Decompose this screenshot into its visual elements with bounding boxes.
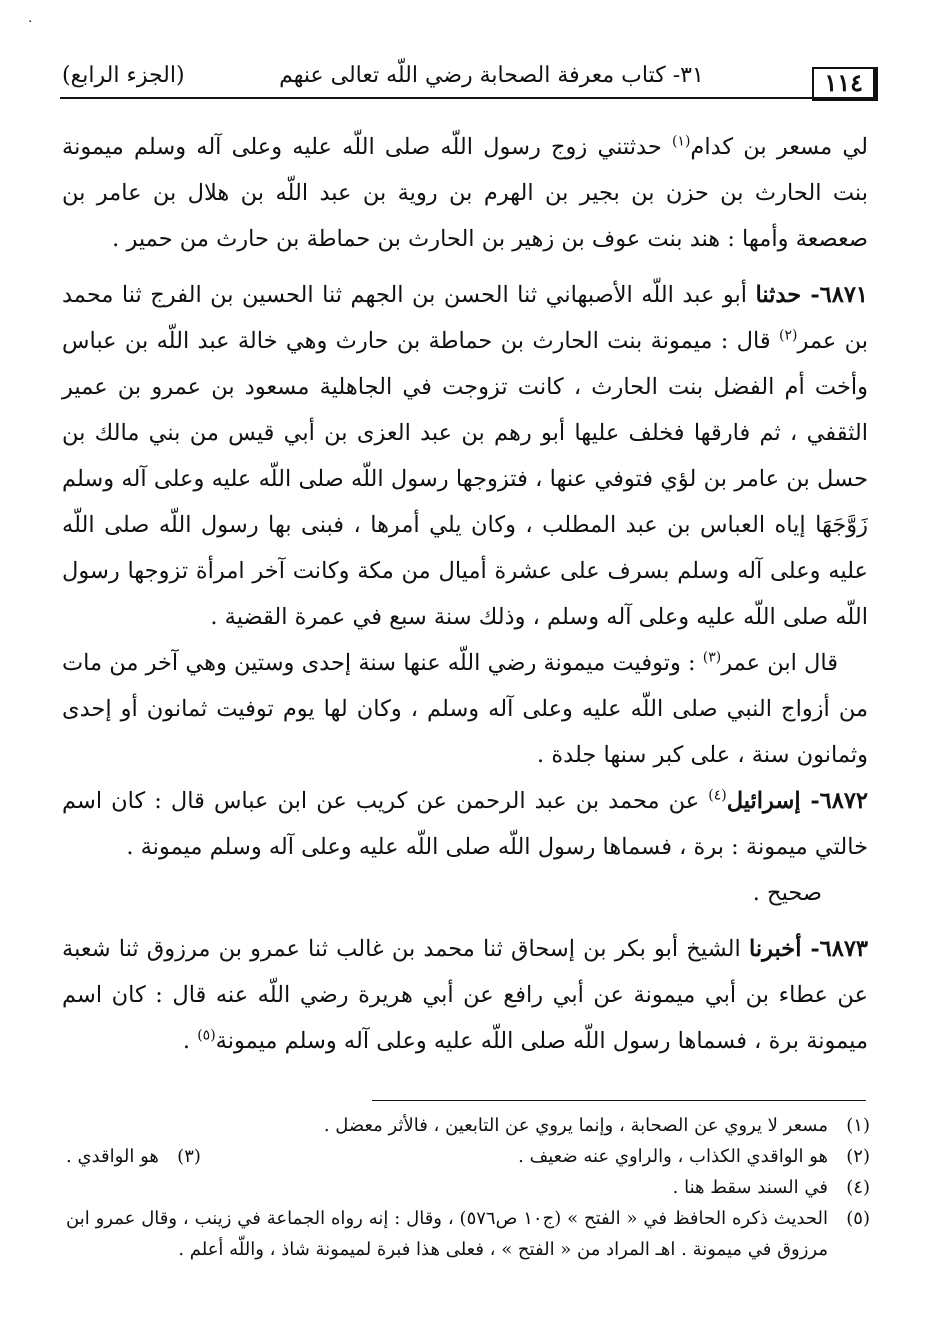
footnote-row-2-3 — [66, 1141, 870, 1172]
hadith-6872: ٦٨٧٢- إسرائيل$^{(٤)}$ عن محمد بن عبد الرحمن عن كريب عن ابن عباس قال : كان اسم خالتي ميمونة : برة ، فسماها رسول اللّه صلى اللّه عليه وعلى آله وسلم ميمونة . صحيح . — [62, 778, 868, 916]
volume-label: (الجزء الرابع) — [62, 62, 185, 88]
main-text — [62, 124, 868, 1064]
footnote-5: (٥) الحديث ذكره الحافظ في « الفتح » (ج١٠ ص٥٧٦) ، وقال : إنه رواه الجماعة في زينب ، وقال عمرو ابن مرزوق في ميمونة . اهـ المراد من « الفتح » ، فعلى هذا فبرة لميمونة شاذ ، واللّه أعلم . — [66, 1203, 870, 1265]
paragraph-continuation: لي مسعر بن كدام$^{(١)}$ حدثتني زوج رسول اللّه صلى اللّه عليه وعلى آله وسلم ميمونة بنت الحارث بن حزن بن بجير بن الهرم بن روية بن عبد اللّه بن هلال بن عامر بن صعصعة وأمها : هند بنت عوف بن زهير بن الحارث بن حماطة بن حارث من حمير . — [62, 133, 868, 252]
footnote-mark: (٤) — [846, 1177, 870, 1198]
hadith-number: ٦٨٧١- — [810, 282, 868, 308]
hadith-number: ٦٨٧٣- — [810, 936, 868, 962]
hadith-keyword: حدثنا — [755, 282, 811, 308]
footnote-ref: (١) — [671, 133, 691, 150]
footnote-ref: (٥) — [197, 1027, 216, 1044]
hadith-keyword: أخبرنا — [748, 936, 811, 962]
hadith-keyword: إسرائيل — [726, 788, 811, 814]
footnote-mark: (٢) — [846, 1146, 870, 1167]
hadith-6873: ٦٨٧٣- أخبرنا الشيخ أبو بكر بن إسحاق ثنا محمد بن غالب ثنا عمرو بن مرزوق ثنا شعبة عن عطاء بن أبي ميمونة عن أبي رافع عن أبي هريرة رضي اللّه عنه قال : كان اسم ميمونة برة ، فسماها رسول اللّه صلى اللّه عليه وعلى آله وسلم ميمونة$^{(٥)}$ . — [62, 936, 868, 1054]
hadith-6871: ٦٨٧١- حدثنا أبو عبد اللّه الأصبهاني ثنا الحسن بن الجهم ثنا الحسين بن الفرج ثنا محمد بن عمر$^{(٢)}$ قال : ميمونة بنت الحارث بن حماطة بن حارث وهي خالة عبد اللّه بن عباس وأخت أم الفضل بنت الحارث ، كانت تزوجت في الجاهلية مسعود بن عمرو بن عمير الثقفي ، ثم فارقها فخلف عليها أبو رهم بن عبد العزى بن أبي قيس من بني مالك بن حسل بن عامر بن لؤي فتوفي عنها ، فتزوجها رسول اللّه صلى اللّه عليه وعلى آله وسلم زَوَّجَهَا إياه العباس بن عبد المطلب ، وكان يلي أمرها ، فبنى بها رسول اللّه صلى اللّه عليه وعلى آله وسلم بسرف على عشرة أميال من مكة وكانت آخر امرأة تزوجها رسول اللّه صلى اللّه عليه وعلى آله وسلم ، وذلك سنة سبع في عمرة القضية . — [62, 282, 868, 630]
footnote-rule — [372, 1100, 866, 1101]
footnotes — [66, 1110, 870, 1265]
page-header — [60, 52, 878, 98]
footnote-2: (٢) هو الواقدي الكذاب ، والراوي عنه ضعيف . — [518, 1141, 870, 1172]
footnote-4: (٤) في السند سقط هنا . — [66, 1172, 870, 1203]
footnote-ref: (٣) — [702, 649, 722, 666]
header-rule — [60, 97, 874, 99]
footnote-mark: (١) — [846, 1115, 870, 1136]
corner-mark: · — [28, 14, 33, 30]
chapter-title: ٣١- كتاب معرفة الصحابة رضي اللّه تعالى عنهم — [279, 62, 704, 88]
page-number: ١١٤ — [812, 67, 878, 101]
hadith-verdict: صحيح . — [752, 880, 822, 906]
hadith-number: ٦٨٧٢- — [810, 788, 868, 814]
footnote-mark: (٣) — [177, 1146, 201, 1167]
footnote-ref: (٢) — [778, 327, 798, 344]
footnote-1: (١) مسعر لا يروي عن الصحابة ، وإنما يروي عن التابعين ، فالأثر معضل . — [66, 1110, 870, 1141]
paragraph-ibn-umar: قال ابن عمر$^{(٣)}$ : وتوفيت ميمونة رضي اللّه عنها سنة إحدى وستين وهي آخر من مات من أزواج النبي صلى اللّه عليه وعلى آله وسلم ، وكان لها يوم توفيت ثمانون أو إحدى وثمانون سنة ، على كبر سنها جلدة . — [62, 649, 868, 768]
footnote-3: (٣) هو الواقدي . — [66, 1141, 201, 1172]
footnote-mark: (٥) — [846, 1208, 870, 1229]
footnote-ref: (٤) — [708, 787, 727, 804]
